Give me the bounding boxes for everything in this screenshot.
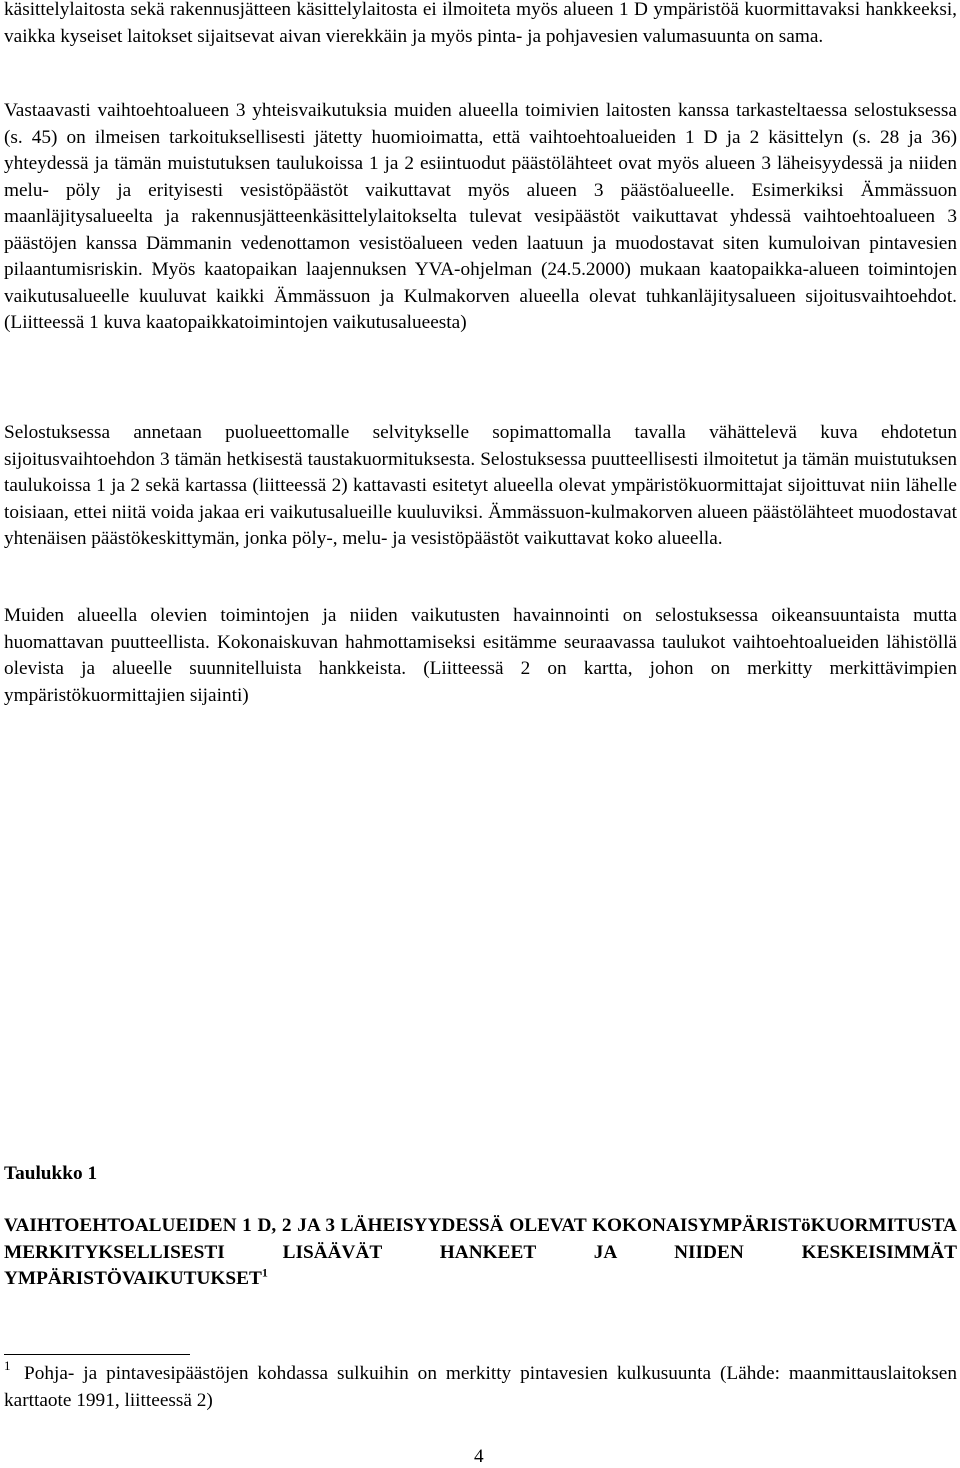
footnote-text: Pohja- ja pintavesipäästöjen kohdassa sulkuihin on merkitty pintavesien kulkusuunta (Lähde: maanmittauslaitoksen karttaote 1991, liitteessä 2): [4, 1363, 957, 1411]
body-paragraph-3: Selostuksessa annetaan puolueettomalle selvitykselle sopimattomalla tavalla vähättelevä kuva ehdotetun sijoitusvaihtoehdon 3 tämän hetkisestä taustakuormituksesta. Selostuksessa puutteellisesti ilmoitetut ja tämän muistutuksen taulukoissa 1 ja 2 sekä kartassa (liitteessä 2) kattavasti esitetyt alueella olevat ympäristökuormittajat sijoittuvat niin lähelle toisiaan, ettei niitä voida jakaa eri vaikutusalueille kuuluviksi. Ämmässuon-kulmakorven alueen päästölähteet muodostavat yhtenäisen päästökeskittymän, jonka pöly-, melu- ja vesistöpäästöt vaikuttavat koko alueella.: [4, 422, 957, 549]
footnote: 1 Pohja- ja pintavesipäästöjen kohdassa sulkuihin on merkitty pintavesien kulkusuunta (Lähde: maanmittauslaitoksen karttaote 1991, liitteessä 2): [4, 1358, 957, 1411]
table-title-text: VAIHTOEHTOALUEIDEN 1 D, 2 JA 3 LÄHEISYYDESSÄ OLEVAT KOKONAISYMPÄRISTöKUORMITUSTA MERKITYKSELLISESTI LISÄÄVÄT HANKEET JA NIIDEN KESKEISIMMÄT YMPÄRISTÖVAIKUTUKSET: [4, 1215, 957, 1289]
body-paragraph-4: Muiden alueella olevien toimintojen ja niiden vaikutusten havainnointi on selostuksessa oikeansuuntaista mutta huomattavan puutteellista. Kokonaiskuvan hahmottamiseksi esitämme seuraavassa taulukot vaihtoehtoalueiden lähistöllä olevista ja alueelle suunnitelluista hankkeista. (Liitteessä 2 on kartta, johon on merkitty merkittävimpien ympäristökuormittajien sijainti): [4, 605, 957, 706]
table-caption: Taulukko 1: [4, 1163, 98, 1184]
footnote-separator: [4, 1354, 190, 1355]
body-paragraph-1: käsittelylaitosta sekä rakennusjätteen käsittelylaitosta ei ilmoiteta myös alueen 1 D ympäristöä kuormittavaksi hankkeeksi, vaikka kyseiset laitokset sijaitsevat aivan vierekkäin ja myös pinta- ja pohjavesien valumasuunta on sama.: [4, 0, 957, 47]
footnote-reference: 1: [261, 1265, 268, 1280]
body-paragraph-2: Vastaavasti vaihtoehtoalueen 3 yhteisvaikutuksia muiden alueella toimivien laitosten kanssa tarkasteltaessa selostuksessa (s. 45) on ilmeisen tarkoituksellisesti jätetty huomioimatta, että vaihtoehtoalueiden 1 D ja 2 käsittelyn (s. 28 ja 36) yhteydessä ja tämän muistutuksen taulukoissa 1 ja 2 esiintuodut päästölähteet ovat myös alueen 3 läheisyydessä ja niiden melu- pöly ja erityisesti vesistöpäästöt vaikuttavat myös alueen 3 päästöalueelle. Esimerkiksi Ämmässuon maanläjitysalueelta ja rakennusjätteenkäsittelylaitokselta tulevat vesipäästöt vaikuttavat yhdessä vaihtoehtoalueen 3 päästöjen kanssa Dämmanin vedenottamon vesistöalueen veden laatuun ja muodostavat siten kumuloivan pintavesien pilaantumisriskin. Myös kaatopaikan laajennuksen YVA-ohjelman (24.5.2000) mukaan kaatopaikka-alueen toimintojen vaikutusalueelle kuuluvat kaikki Ämmässuon ja Kulmakorven alueella olevat tuhkanläjitysalueen sijoitusvaihtoehdot. (Liitteessä 1 kuva kaatopaikkatoimintojen vaikutusalueesta): [4, 100, 957, 333]
table-title: [4, 1213, 957, 1293]
page-number: 4: [474, 1446, 484, 1467]
